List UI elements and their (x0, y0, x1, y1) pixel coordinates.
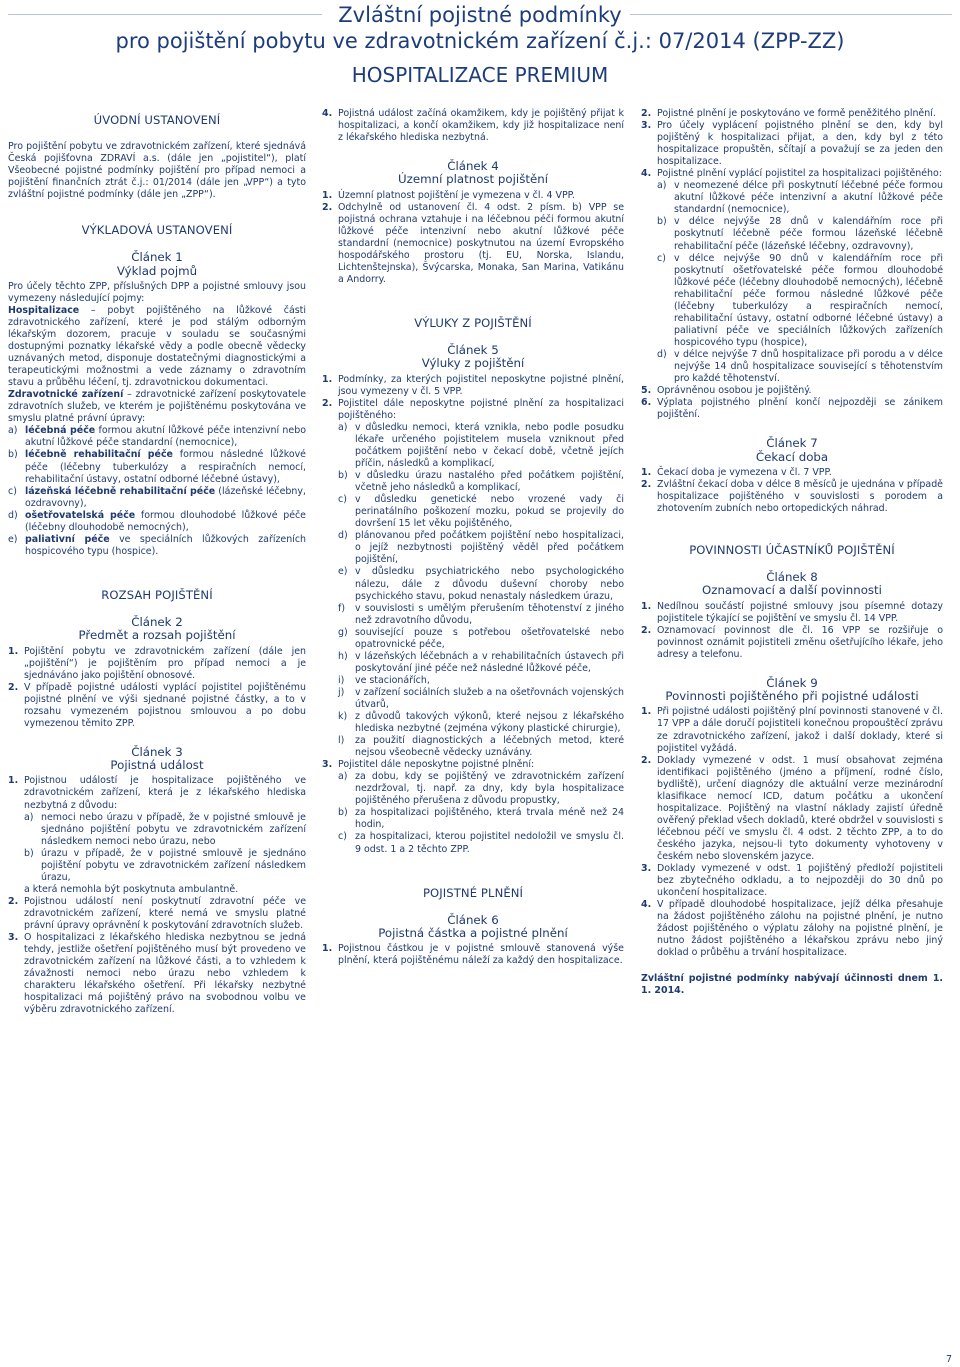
sub-item: j) v zařízení sociálních služeb a na ošetřovnách vojenských útvarů, (338, 686, 624, 710)
sub-item: e) v důsledku psychiatrického nebo psychologického nálezu, dále z důvodu duševní choroby nebo psychického stavu, pokud nenastaly následkem úrazu, (338, 566, 624, 602)
list-item: 1. Pojistnou událostí je hospitalizace pojištěného ve zdravotnickém zařízení, která je z lékařského hlediska nezbytná z důvodu: a) nemoci nebo úrazu v případě, že v pojistné smlouvě je sjednáno pojištění pobytu ve zdravotnickém zařízení následkem nemoci nebo úrazu, nebo b) úrazu v případě, že v pojistné smlouvě je sjednáno pojištění pobytu ve zdravotnickém zařízení následkem úrazu, a která nemohla být poskytnuta ambulantně. (8, 775, 306, 895)
list-item: d) ošetřovatelská péče formou dlouhodobé lůžkové péče (léčebny dlouhodobě nemocných), (8, 509, 306, 533)
sub-item: c) v délce nejvýše 90 dnů v kalendářním roce při poskytnutí ošetřovatelské péče formou dlouhodobé lůžkové péče (léčebny dlouhodobě nemocných), léčebně rehabilitační péče formou následné lůžkové péče (léčebny tuberkulózy a respiračních nemocí, rehabilitační ústavy, ostatní odborné léčebné ústavy) a paliativní péče ve speciálních lůžkových zařízeních hospicového typu (hospice), (657, 252, 943, 348)
list-item: 3. Doklady vymezené v odst. 1 pojištěný předloží pojistiteli bez zbytečného odkladu, a to nejpozději do 30 dnů po ukončení hospitalizace. (641, 863, 943, 899)
sub-item: g) související pouze s potřebou ošetřovatelské nebo opatrovnické péče, (338, 626, 624, 650)
article-number: Článek 5 (447, 343, 499, 358)
intro-text: Pro pojištění pobytu ve zdravotnickém zařízení, které sjednává Česká pojišťovna ZDRAVÍ a.s. (dále jen „pojistitel“), platí Všeobecné pojistné podmínky pojištění pro případ nemoci a pojištění finančních ztrát č.j.: 01/2014 (dále jen „VPP“) a tyto zvláštní pojistné podmínky (dále jen „ZPP“). (8, 141, 306, 201)
list-item: a) léčebná péče formou akutní lůžkové péče intenzivní nebo akutní lůžkové péče standardní (nemocnice), (8, 425, 306, 449)
article-title: Výklad pojmů (116, 263, 198, 278)
list-item: b) léčebně rehabilitační péče formou následné lůžkové péče (léčebny tuberkulózy a respiračních nemocí, rehabilitační ústavy, ostatní odborné léčebné ústavy), (8, 449, 306, 485)
article-title: Oznamovací a další povinnosti (702, 583, 882, 598)
effective-date-statement: Zvláštní pojistné podmínky nabývají účinnosti dnem 1. 1. 2014. (641, 973, 943, 997)
list-item: 1. Podmínky, za kterých pojistitel neposkytne pojistné plnění, jsou vymezeny v čl. 5 VPP. (322, 373, 624, 397)
list-item: 1. Pojištění pobytu ve zdravotnickém zařízení (dále jen „pojištění“) je pojištěním pro případ nemoci a je sjednáváno jako pojištění obnosové. (8, 645, 306, 681)
sub-item: c) za hospitalizaci, kterou pojistitel nedoložil ve smyslu čl. 9 odst. 1 a 2 těchto ZPP. (338, 831, 624, 855)
list-item: 6. Výplata pojistného plnění končí nejpozději se zánikem pojištění. (641, 397, 943, 421)
section-heading: ROZSAH POJIŠTĚNÍ (101, 587, 213, 602)
sub-item: a) nemoci nebo úrazu v případě, že v pojistné smlouvě je sjednáno pojištění pobytu ve zdravotnickém zařízení následkem nemoci nebo úrazu, nebo (24, 811, 306, 847)
article-number: Článek 8 (766, 570, 818, 584)
sub-item: b) za hospitalizaci pojištěného, která trvala méně než 24 hodin, (338, 807, 624, 831)
section-heading: POJISTNÉ PLNĚNÍ (422, 885, 524, 900)
list-item: 1. Územní platnost pojištění je vymezena v čl. 4 VPP. (322, 189, 575, 201)
list-item: 3. Pro účely vyplácení pojistného plnění se den, kdy byl pojištěný k hospitalizaci přijat, a den, kdy byl z této hospitalizace propuštěn, sčítají a považují se za jeden den hospitalizace. (641, 120, 943, 168)
article-title: Předmět a rozsah pojištění (78, 628, 236, 643)
page-number: 7 (946, 1354, 953, 1365)
list-item: 4. Pojistné plnění vyplácí pojistitel za hospitalizaci pojištěného: a) v neomezené délce při poskytnutí léčebné péče formou akutní lůžkové péče intenzivní a akutní lůžkové péče standardní (nemocnice), b) v délce nejvýše 28 dnů v kalendářním roce při poskytnutí léčebně péče formou lázeňské léčebně rehabilitační péče (lázeňské léčebny, ozdravovny), c) v délce nejvýše 90 dnů v kalendářním roce při poskytnutí ošetřovatelské péče formou dlouhodobé lůžkové péče (léčebny dlouhodobě nemocných), léčebně rehabilitační péče formou následné lůžkové péče (léčebny tuberkulózy a respiračních nemocí, rehabilitační ústavy, ostatní odborné léčebné ústavy) a paliativní péče ve speciálních lůžkových zařízeních hospicového typu (hospice), d) v délce nejvýše 7 dnů hospitalizace při porodu a v délce nejvýše 14 dnů hospitalizace související s těhotenstvím pro každé těhotenství. (641, 168, 943, 385)
sub-item: b) v délce nejvýše 28 dnů v kalendářním roce při poskytnutí léčebně péče formou lázeňské léčebně rehabilitační péče (lázeňské léčebny, ozdravovny), (657, 216, 943, 252)
sub-item: k) z důvodů takových výkonů, které nejsou z lékařského hlediska nezbytné (zejména výkony plastické chirurgie), (338, 711, 624, 735)
section-heading: VÝKLADOVÁ USTANOVENÍ (81, 223, 233, 238)
list-item: 3. Pojistitel dále neposkytne pojistné plnění: a) za dobu, kdy se pojištěný ve zdravotnickém zařízení nezdržoval, tj. např. za dny, kdy byla hospitalizace pojištěného přerušena z důvodu propustky, b) za hospitalizaci pojištěného, která trvala méně než 24 hodin, c) za hospitalizaci, kterou pojistitel nedoložil ve smyslu čl. 9 odst. 1 a 2 těchto ZPP. (322, 759, 624, 855)
article-number: Článek 2 (131, 614, 183, 629)
article-title: Pojistná událost (110, 758, 204, 773)
sub-item: b) v důsledku úrazu nastalého před počátkem pojištění, včetně jeho následků a komplikací, (338, 470, 624, 494)
list-item: 1. Při pojistné události pojištěný plní povinnosti stanovené v čl. 17 VPP a dále doručí pojistiteli konečnou propouštěcí zprávu ze zdravotnického zařízení, jakož i další doklady, které si pojistitel vyžádá. (641, 706, 943, 754)
list-item: 2. Doklady vymezené v odst. 1 musí obsahovat zejména identifikaci pojištěného (jméno a příjmení, rodné číslo, bydliště), určení diagnózy dle aktuální verze mezinárodní klasifikace nemocí ICD, datum počátku a ukončení hospitalizace. Pojištěný na vlastní náklady zajistí úředně ověřený překlad všech dokladů, které obdržel v souvislosti s léčebnou péčí ve smyslu čl. 4 odst. 2 těchto ZPP, a to do českého jazyka, nejsou-li tyto dokumenty vyhotoveny v českém nebo slovenském jazyce. (641, 754, 943, 862)
list-item: 1. Nedílnou součástí pojistné smlouvy jsou písemné dotazy pojistitele týkající se pojištění ve smyslu čl. 14 VPP. (641, 600, 943, 624)
sub-item: a) za dobu, kdy se pojištěný ve zdravotnickém zařízení nezdržoval, tj. např. za dny, kdy byla hospitalizace pojištěného přerušena z důvodu propustky, (338, 771, 624, 807)
sub-item: d) plánovanou před počátkem pojištění nebo hospitalizaci, o jejíž nezbytnosti pojištěný věděl před počátkem pojištění, (338, 530, 624, 566)
term: Zdravotnické zařízení (8, 389, 124, 401)
list-item: 1. Čekací doba je vymezena v čl. 7 VPP. (641, 466, 832, 478)
sub-item: h) v lázeňských léčebnách a v rehabilitačních ústavech při poskytování jiné péče než následné lůžkové péče, (338, 650, 624, 674)
product-name: HOSPITALIZACE PREMIUM (351, 63, 609, 87)
article-title: Povinnosti pojištěného při pojistné události (665, 689, 919, 704)
sub-item: a) v důsledku nemoci, která vznikla, nebo podle posudku lékaře určeného pojistitelem musela vzniknout před počátkem pojištění nebo v čekací době, včetně jejích příčin, následků a komplikací, (338, 421, 624, 470)
care-list (8, 425, 306, 558)
article-number: Článek 7 (766, 436, 818, 451)
column-1 (8, 113, 306, 1016)
article-title: Pojistná částka a pojistné plnění (378, 925, 568, 940)
article-number: Článek 3 (131, 744, 183, 759)
article-title: Čekací doba (755, 449, 829, 464)
sub-item: d) v délce nejvýše 7 dnů hospitalizace při porodu a v délce nejvýše 14 dnů hospitalizace související s těhotenstvím pro každé těhotenství. (657, 348, 943, 385)
definition-hospitalizace (8, 305, 306, 389)
list-item: 2. Oznamovací povinnost dle čl. 16 VPP se rozšiřuje o povinnost oznámit pojistiteli změnu ošetřujícího lékaře, jeho adresy a telefonu. (641, 624, 943, 660)
list-item: 2. Pojistnou událostí není poskytnutí zdravotní péče ve zdravotnickém zařízení, které nemá ve smyslu platné právní úpravy oprávnění k poskytování zdravotních služeb. (8, 895, 306, 931)
section-heading: ÚVODNÍ USTANOVENÍ (93, 113, 221, 127)
article-number: Článek 1 (131, 250, 183, 265)
list-item: 1. Pojistnou částkou je v pojistné smlouvě stanovená výše plnění, která pojištěnému náleží za každý den hospitalizace. (322, 943, 624, 967)
list-item: 2. Zvláštní čekací doba v délce 8 měsíců je ujednána v případě hospitalizace pojištěného v souvislosti s porodem a zhotovením zubních nebo ortopedických náhrad. (641, 478, 943, 514)
list-item: c) lázeňská léčebně rehabilitační péče (lázeňské léčebny, ozdravovny), (8, 485, 306, 509)
list-item: 3. O hospitalizaci z lékařského hlediska nezbytnou se jedná tehdy, jestliže ošetření pojištěného musí být provedeno ve zdravotnickém zařízení na lůžkové části, a to vzhledem k závažnosti nemoci nebo úrazu nebo vzhledem k charakteru lékařského ošetření. Při lékařsky nezbytné hospitalizaci má pojištěný právo na svobodnou volbu ve výběru zdravotnického zařízení. (8, 932, 306, 1016)
list-item: 2. Pojistitel dále neposkytne pojistné plnění za hospitalizaci pojištěného: a) v důsledku nemoci, která vznikla, nebo podle posudku lékaře určeného pojistitelem musela vzniknout před počátkem pojištění nebo v čekací době, včetně jejích příčin, následků a komplikací, b) v důsledku úrazu nastalého před počátkem pojištění, včetně jeho následků a komplikací, c) v důsledku genetické nebo vrozené vady či perinatálního poškození mozku, pokud se projevily do dovršení 15 let věku pojištěného, d) plánovanou před počátkem pojištění nebo hospitalizaci, o jejíž nezbytnosti pojištěný věděl před počátkem pojištění, e) v důsledku psychiatrického nebo psychologického nálezu, dále z důvodu duševní choroby nebo psychického stavu, pokud nenastaly následkem úrazu, f) v souvislosti s umělým přerušením těhotenství z jiného než zdravotního důvodu, g) související pouze s potřebou ošetřovatelské nebo opatrovnické péče, h) v lázeňských léčebnách a v rehabilitačních ústavech při poskytování jiné péče než následné lůžkové péče, i) ve stacionářích, j) v zařízení sociálních služeb a na ošetřovnách vojenských útvarů, k) z důvodů takových výkonů, které nejsou z lékařského hlediska nezbytné (zejména výkony plastické chirurgie), l) za použití diagnostických a léčebných metod, které nejsou všeobecně vědecky uznávány. (322, 397, 624, 759)
definition-text: – pobyt pojištěného na lůžkové části zdravotnického zařízení, které je pod stálým odborným lékařským dozorem, pracuje v souladu se současnými dostupnými poznatky lékařské vědy a podle obecně vědecky uznávaných metod, disponuje dostatečnými diagnostickými a terapeutickými možnostmi a vede záznamy o zdravotním stavu a průběhu léčení, tj. zdravotnickou dokumentaci. (8, 304, 306, 389)
column-3 (641, 108, 943, 998)
list-item: e) paliativní péče ve speciálních lůžkových zařízeních hospicového typu (hospice). (8, 533, 306, 557)
term: Hospitalizace (8, 304, 80, 316)
article-number: Článek 6 (447, 912, 499, 927)
sub-item: l) za použití diagnostických a léčebných metod, které nejsou všeobecně vědecky uznávány. (338, 735, 624, 759)
list-item: 2. Odchylně od ustanovení čl. 4 odst. 2 písm. b) VPP se pojistná ochrana vztahuje i na léčebnou péči formou akutní lůžkové péče intenzivní nebo akutní lůžkové péče standardní (nemocnice) poskytnutou na území Evropského hospodářského prostoru (tj. EU, Norska, Islandu, Lichtenštejnska), Švýcarska, Monaka, San Marina, Vatikánu a Andorry. (322, 201, 624, 286)
definition-zdravotnicke-zarizeni (8, 389, 306, 425)
article-number: Článek 9 (766, 675, 818, 690)
sub-item: b) úrazu v případě, že v pojistné smlouvě je sjednáno pojištění pobytu ve zdravotnickém zařízení následkem úrazu, (24, 847, 306, 883)
paragraph: Pro účely těchto ZPP, příslušných DPP a pojistné smlouvy jsou vymezeny následující pojmy: (8, 280, 306, 304)
article-title: Výluky z pojištění (421, 356, 525, 371)
article-title: Územní platnost pojištění (398, 172, 548, 187)
definition-text: – zdravotnické zařízení poskytovatele zdravotních služeb, ve kterém je pojištěnému poskytována ve smyslu platné právní úpravy: (8, 389, 307, 425)
list-item: 2. Pojistné plnění je poskytováno ve formě peněžitého plnění. (641, 108, 936, 119)
list-item: 4. V případě dlouhodobé hospitalizace, jejíž délka přesahuje na žádost pojištěného zálohu na pojistné plnění, je nutno žádost pojištěného o výplatu zálohy na pojistné plnění, je nutno žádost pojištěného a lékařskou zprávu nebo jiný doklad o průběhu a trvání hospitalizace. (641, 899, 943, 959)
document-title: Zvláštní pojistné podmínky (338, 3, 622, 27)
list-item: 4. Pojistná událost začíná okamžikem, kdy je pojištěný přijat k hospitalizaci, a končí okamžikem, kdy již hospitalizace není z lékařského hlediska nezbytná. (322, 108, 624, 144)
sub-item: c) v důsledku genetické nebo vrozené vady či perinatálního poškození mozku, pokud se projevily do dovršení 15 let věku pojištěného, (338, 494, 624, 530)
sub-item: a) v neomezené délce při poskytnutí léčebné péče formou akutní lůžkové péče intenzivní a akutní lůžkové péče standardní (nemocnice), (657, 180, 943, 216)
section-heading: VÝLUKY Z POJIŠTĚNÍ (414, 316, 532, 331)
document-header (0, 0, 960, 100)
sub-item: f) v souvislosti s umělým přerušením těhotenství z jiného než zdravotního důvodu, (338, 602, 624, 626)
list-item: 2. V případě pojistné události vyplácí pojistitel pojištěnému pojistné plnění ve výši sjednané pojistné částky, a to v rozsahu vymezeném pojistnou smlouvou a po dobu vymezenou těmito ZPP. (8, 681, 306, 729)
sub-item: i) ve stacionářích, (338, 674, 430, 686)
column-2 (322, 108, 624, 967)
document-subtitle: pro pojištění pobytu ve zdravotnickém zařízení č.j.: 07/2014 (ZPP-ZZ) (115, 29, 845, 53)
article-number: Článek 4 (447, 159, 499, 174)
list-item: 5. Oprávněnou osobou je pojištěný. (641, 385, 812, 397)
section-heading: POVINNOSTI ÚČASTNÍKŮ POJIŠTĚNÍ (689, 543, 895, 557)
